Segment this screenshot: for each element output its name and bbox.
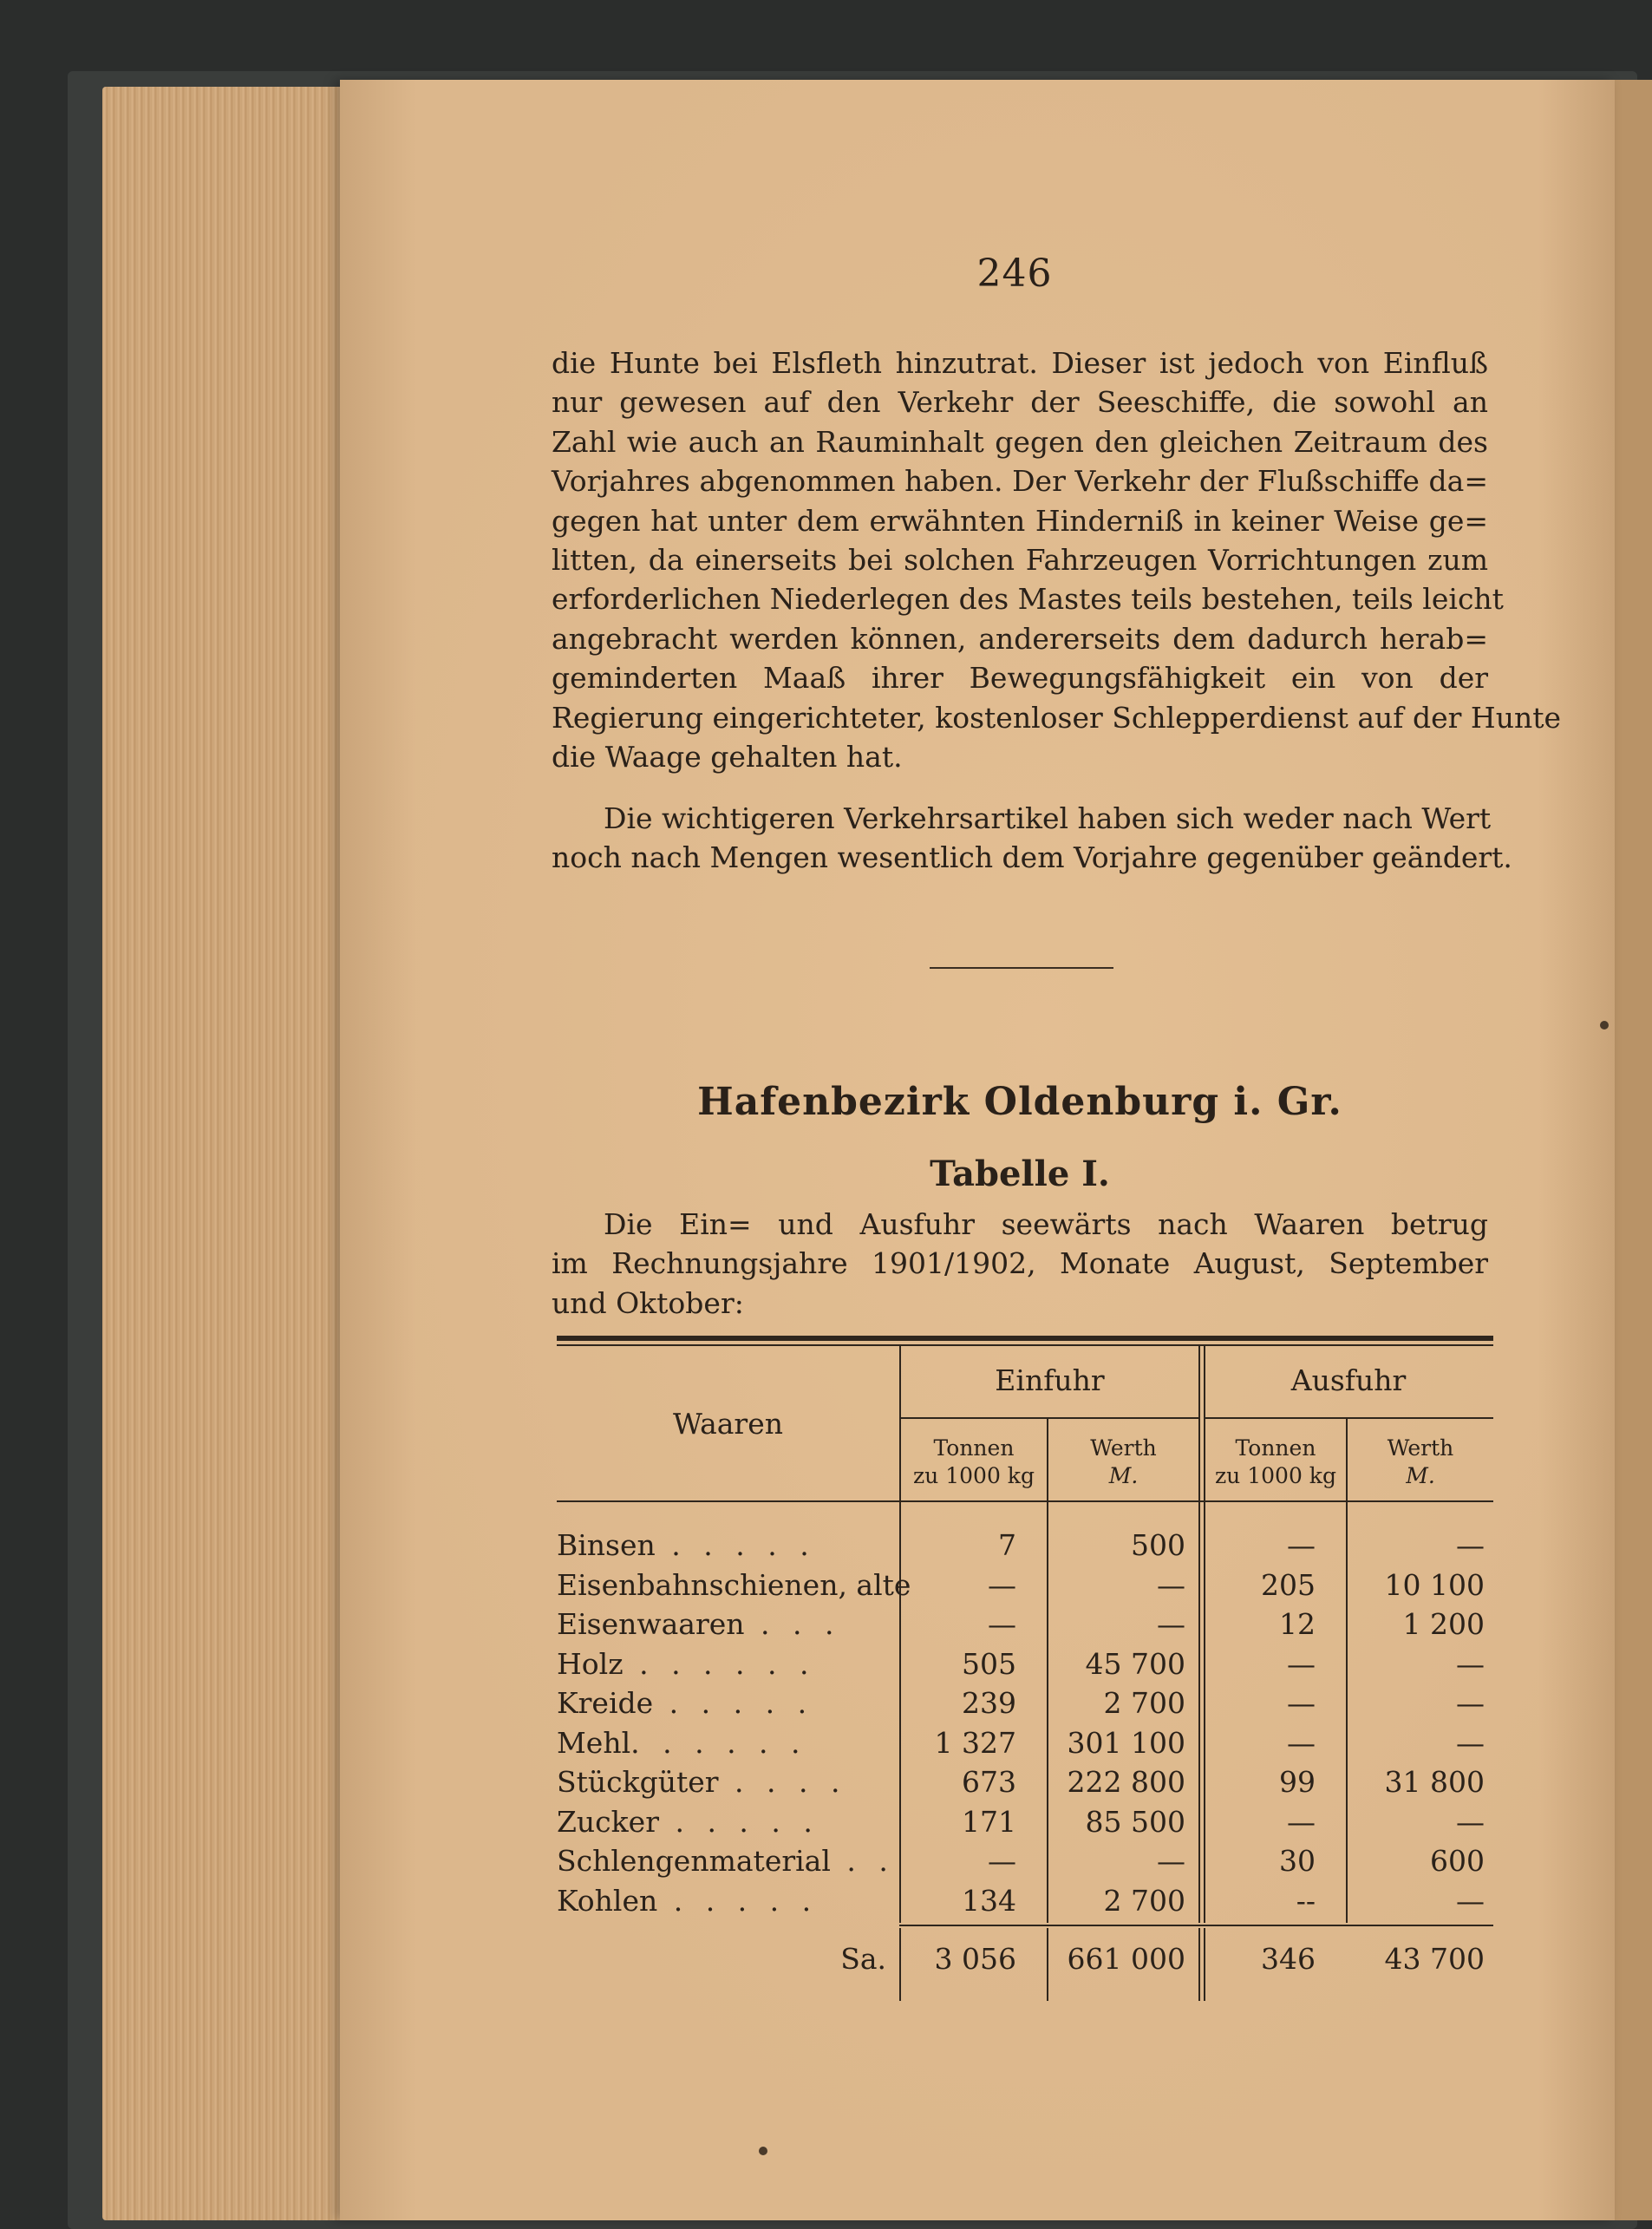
einfuhr-tonnen: —	[988, 1607, 1016, 1641]
ausfuhr-tonnen: --	[1296, 1883, 1316, 1918]
einfuhr-tonnen: 171	[962, 1804, 1016, 1839]
item-name: Stückgüter	[557, 1765, 719, 1799]
ausfuhr-tonnen: 12	[1279, 1607, 1316, 1641]
text-line: die Hunte bei Elsfleth hinzutrat. Dieser ist jedoch von Einfluß	[552, 346, 1488, 380]
paragraph-1	[552, 343, 1561, 776]
header-waaren: Waaren	[673, 1407, 783, 1441]
table-row	[557, 1844, 1493, 1884]
header-ausfuhr: Ausfuhr	[1290, 1363, 1407, 1397]
paragraph-2	[552, 799, 1512, 878]
leader-dots: . . . . .	[655, 1528, 816, 1562]
ausfuhr-tonnen: —	[1287, 1646, 1316, 1681]
leader-dots: . . . . . .	[623, 1646, 816, 1681]
table-row	[557, 1647, 1493, 1687]
einfuhr-tonnen: 239	[962, 1686, 1016, 1720]
ausfuhr-tonnen: —	[1287, 1725, 1316, 1760]
table-header	[557, 1346, 1493, 1500]
ausfuhr-werth: 31 800	[1384, 1765, 1485, 1799]
einfuhr-werth: —	[1157, 1844, 1185, 1878]
item-name: Schlengenmaterial	[557, 1844, 831, 1878]
item-name: Eisenwaaren	[557, 1607, 745, 1641]
table-row	[557, 1607, 1493, 1647]
text-line: Vorjahres abgenommen haben. Der Verkehr der Flußschiffe da=	[552, 464, 1488, 499]
ausfuhr-werth: —	[1456, 1686, 1485, 1720]
row-item	[557, 1686, 886, 1720]
text-line: Zahl wie auch an Rauminhalt gegen den gleichen Zeitraum des	[552, 424, 1488, 459]
text-line: litten, da einerseits bei solchen Fahrzeugen Vorrichtungen zum	[552, 543, 1488, 578]
ausfuhr-werth: —	[1456, 1883, 1485, 1918]
row-item	[557, 1805, 886, 1839]
ausfuhr-werth: —	[1456, 1646, 1485, 1681]
table-title: Tabelle I.	[930, 1154, 1110, 1194]
ausfuhr-werth: 600	[1430, 1844, 1485, 1878]
einfuhr-werth: 2 700	[1103, 1883, 1185, 1918]
row-item	[557, 1607, 886, 1641]
einfuhr-tonnen: 134	[962, 1883, 1016, 1918]
einfuhr-werth: 301 100	[1067, 1725, 1185, 1760]
table-row	[557, 1765, 1493, 1805]
row-item	[557, 1567, 911, 1602]
leader-dots: . . . . . .	[630, 1725, 807, 1760]
item-name: Kreide	[557, 1686, 654, 1720]
text-line: erforderlichen Niederlegen des Mastes teils bestehen, teils leicht	[552, 582, 1504, 617]
sum-ausfuhr-tonnen: 346	[1261, 1942, 1316, 1976]
ausfuhr-tonnen: —	[1287, 1686, 1316, 1720]
einfuhr-werth: 2 700	[1103, 1686, 1185, 1720]
text-line: angebracht werden können, andererseits dem dadurch herab=	[552, 621, 1488, 656]
table-row	[557, 1568, 1493, 1608]
ausfuhr-werth: —	[1456, 1804, 1485, 1839]
ausfuhr-werth: 10 100	[1384, 1567, 1485, 1602]
header-ausfuhr-tonnen: Tonnen zu 1000 kg	[1215, 1435, 1336, 1488]
ausfuhr-werth: —	[1456, 1725, 1485, 1760]
einfuhr-werth: 85 500	[1085, 1804, 1185, 1839]
ausfuhr-tonnen: 99	[1279, 1765, 1316, 1799]
trade-table	[557, 1336, 1493, 1987]
einfuhr-tonnen: 673	[962, 1765, 1016, 1799]
row-item	[557, 1844, 895, 1878]
page-speck	[759, 2147, 767, 2155]
table-row	[557, 1726, 1493, 1766]
leader-dots: . . . . .	[658, 1804, 819, 1839]
einfuhr-tonnen: 505	[962, 1646, 1016, 1681]
header-einfuhr-tonnen: Tonnen zu 1000 kg	[913, 1435, 1035, 1488]
item-name: Binsen	[557, 1528, 656, 1562]
einfuhr-tonnen: —	[988, 1844, 1016, 1878]
text-line: nur gewesen auf den Verkehr der Seeschiffe, die sowohl an	[552, 385, 1488, 420]
table-row	[557, 1686, 1493, 1726]
facing-page-edge	[1615, 80, 1652, 2220]
item-name: Mehl	[557, 1725, 631, 1760]
ausfuhr-werth: 1 200	[1402, 1607, 1485, 1641]
sum-einfuhr-tonnen: 3 056	[934, 1942, 1016, 1976]
row-item	[557, 1765, 886, 1799]
einfuhr-tonnen: 1 327	[934, 1725, 1016, 1760]
text-line: Die wichtigeren Verkehrsartikel haben sich weder nach Wert	[604, 801, 1492, 835]
row-item	[557, 1647, 886, 1681]
page-number: 246	[976, 252, 1053, 296]
item-name: Kohlen	[557, 1883, 658, 1918]
header-einfuhr-werth: Werth M.	[1090, 1435, 1157, 1488]
sum-ausfuhr-werth: 43 700	[1384, 1942, 1485, 1976]
einfuhr-werth: —	[1157, 1607, 1185, 1641]
table-sum-row	[557, 1935, 1493, 1987]
row-item	[557, 1528, 886, 1562]
section-divider	[930, 967, 1113, 969]
leader-dots: . .	[830, 1844, 895, 1878]
table-row	[557, 1528, 1493, 1568]
einfuhr-werth: 222 800	[1067, 1765, 1185, 1799]
leader-dots: . . . . .	[657, 1883, 819, 1918]
row-item	[557, 1726, 886, 1760]
leader-dots: . . . . .	[653, 1686, 814, 1720]
ausfuhr-werth: —	[1456, 1528, 1485, 1562]
ausfuhr-tonnen: 205	[1261, 1567, 1316, 1602]
item-name: Zucker	[557, 1804, 659, 1839]
einfuhr-tonnen: —	[988, 1567, 1016, 1602]
table-row	[557, 1805, 1493, 1845]
header-ausfuhr-werth: Werth M.	[1387, 1435, 1454, 1488]
text-line: gegen hat unter dem erwähnten Hinderniß in keiner Weise ge=	[552, 503, 1488, 538]
item-name: Eisenbahnschienen, alte	[557, 1567, 911, 1602]
sum-einfuhr-werth: 661 000	[1067, 1942, 1185, 1976]
leader-dots: . . . .	[718, 1765, 847, 1799]
table-row	[557, 1884, 1493, 1924]
table-body	[557, 1502, 1493, 1923]
ausfuhr-tonnen: —	[1287, 1804, 1316, 1839]
sum-label: Sa.	[840, 1942, 886, 1976]
text-line: die Waage gehalten hat.	[552, 740, 903, 775]
page-edges	[102, 87, 354, 2220]
text-line: Regierung eingerichteter, kostenloser Schlepperdienst auf der Hunte	[552, 700, 1561, 735]
einfuhr-werth: 45 700	[1085, 1646, 1185, 1681]
text-line: geminderten Maaß ihrer Bewegungsfähigkeit ein von der	[552, 661, 1488, 696]
row-item	[557, 1884, 886, 1918]
leader-dots: . . .	[744, 1607, 841, 1641]
header-einfuhr: Einfuhr	[995, 1363, 1105, 1397]
text-line: noch nach Mengen wesentlich dem Vorjahre gegenüber geändert.	[552, 840, 1512, 875]
text-line: im Rechnungsjahre 1901/1902, Monate August, September	[552, 1246, 1488, 1281]
einfuhr-tonnen: 7	[998, 1528, 1016, 1562]
text-line: und Oktober:	[552, 1285, 744, 1320]
ausfuhr-tonnen: —	[1287, 1528, 1316, 1562]
section-heading: Hafenbezirk Oldenburg i. Gr.	[697, 1080, 1342, 1124]
ausfuhr-tonnen: 30	[1279, 1844, 1316, 1878]
einfuhr-werth: 500	[1131, 1528, 1185, 1562]
item-name: Holz	[557, 1646, 624, 1681]
einfuhr-werth: —	[1157, 1567, 1185, 1602]
page-speck	[1600, 1021, 1609, 1030]
table-intro	[552, 1205, 1488, 1323]
text-line: Die Ein= und Ausfuhr seewärts nach Waaren betrug	[604, 1207, 1488, 1241]
